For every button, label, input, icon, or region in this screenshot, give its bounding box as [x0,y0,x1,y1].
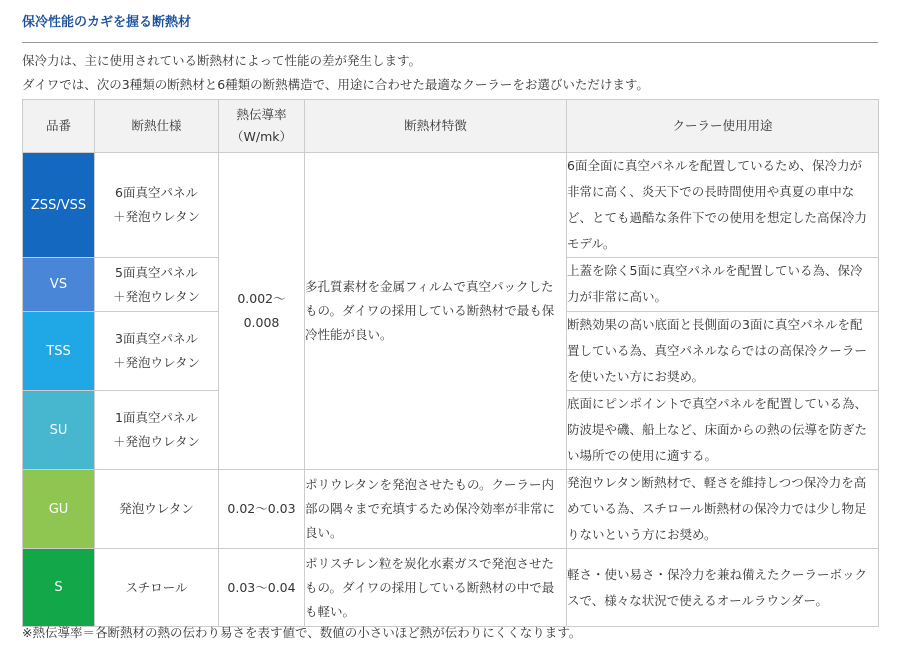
table-header-row [23,100,879,153]
usage-line: 6面全面に真空パネルを配置しているため、保冷力が [567,158,862,173]
usage-line: りないという方にお奨め。 [567,527,717,542]
intro-line-2: ダイワでは、次の3種類の断熱材と6種類の断熱構造で、用途に合わせた最適なクーラーをお選びいただけます。 [22,77,649,92]
product-code-cell: GU [23,470,95,549]
spec-line: 6面真空パネル [115,185,198,200]
feature-cell [305,470,567,549]
title-divider [22,42,878,43]
header-usage: クーラー使用用途 [567,100,879,153]
usage-line: スで、様々な状況で使えるオールラウンダー。 [567,592,829,608]
spec-line: 発泡ウレタン [119,501,194,516]
usage-line: 発泡ウレタン断熱材で、軽さを維持しつつ保冷力を高 [567,475,867,490]
spec-line: スチロール [125,579,188,595]
header-code: 品番 [23,100,95,153]
usage-cell [567,153,879,258]
header-spec: 断熱仕様 [95,100,219,153]
feature-line: ポリスチレン粒を炭化水素ガスで発泡させた [305,555,554,571]
usage-cell [567,391,879,470]
insulation-table [22,99,879,627]
header-conductivity-line1: 熱伝導率 [236,107,287,122]
product-code-cell: S [23,549,95,627]
usage-line: モデル。 [567,236,616,251]
usage-cell [567,312,879,391]
usage-line: 置している為、真空パネルならではの高保冷クーラー [567,343,867,358]
spec-cell [95,549,219,627]
conductivity-line: 0.002～ [237,291,286,306]
feature-cell [305,549,567,627]
header-conductivity-line2: （W/mk） [231,129,292,144]
usage-line: 非常に高く、炎天下での長時間使用や真夏の車中な [567,184,855,199]
feature-line: も軽い。 [305,603,356,619]
spec-cell [95,312,219,391]
usage-line: 力が非常に高い。 [567,289,668,304]
header-feature: 断熱材特徴 [305,100,567,153]
spec-cell [95,258,219,312]
feature-line: 部の隅々まで充填するため保冷効率が非常に [305,501,556,516]
feature-line: 多孔質素材を金属フィルムで真空パックした [305,279,554,294]
spec-line: ＋発泡ウレタン [112,288,200,304]
usage-line: い場所での使用に適する。 [567,448,718,463]
conductivity-cell-vacuum [219,153,305,470]
header-conductivity [219,100,305,153]
feature-line: 良い。 [305,525,343,540]
usage-line: 軽さ・使い易さ・保冷力を兼ね備えたクーラーボック [567,566,868,582]
table-row [23,549,879,627]
usage-cell [567,470,879,549]
intro-line-1: 保冷力は、主に使用されている断熱材によって性能の差が発生します。 [22,53,422,68]
spec-line: ＋発泡ウレタン [112,209,200,224]
usage-line: を使いたい方にお奨め。 [567,369,705,384]
product-code-cell: SU [23,391,95,470]
product-code-cell: VS [23,258,95,312]
feature-line: もの。ダイワの採用している断熱材で最も保 [305,303,555,318]
conductivity-cell: 0.03～0.04 [219,549,305,627]
table-row [23,470,879,549]
feature-line: もの。ダイワの採用している断熱材の中で最 [305,579,555,595]
spec-line: ＋発泡ウレタン [112,434,200,449]
spec-cell [95,153,219,258]
spec-line: ＋発泡ウレタン [112,355,200,370]
spec-cell [95,391,219,470]
usage-cell [567,258,879,312]
spec-line: 3面真空パネル [115,331,198,346]
usage-line: 断熱効果の高い底面と長側面の3面に真空パネルを配 [567,317,863,332]
spec-cell [95,470,219,549]
usage-line: 底面にピンポイントで真空パネルを配置している為、 [567,396,868,411]
footnote: ※熱伝導率＝各断熱材の熱の伝わり易さを表す値で、数値の小さいほど熱が伝わりにくくなります。 [22,625,582,640]
table-row [23,153,879,258]
usage-cell [567,549,879,627]
conductivity-cell: 0.02～0.03 [219,470,305,549]
spec-line: 5面真空パネル [115,264,198,280]
feature-line: ポリウレタンを発泡させたもの。クーラー内 [305,477,555,492]
feature-line: 冷性能が良い。 [305,327,393,342]
conductivity-line: 0.008 [243,315,280,330]
usage-line: 上蓋を除く5面に真空パネルを配置している為、保冷 [567,263,863,278]
usage-line: ど、とても過酷な条件下での使用を想定した高保冷力 [567,210,868,225]
usage-line: めている為、スチロール断熱材の保冷力では少し物足 [567,501,867,516]
product-code-cell: TSS [23,312,95,391]
usage-line: 防波堤や磯、船上など、床面からの熱の伝導を防ぎた [567,422,868,437]
feature-cell-vacuum [305,153,567,470]
section-title: 保冷性能のカギを握る断熱材 [22,15,192,30]
product-code-cell: ZSS/VSS [23,153,95,258]
spec-line: 1面真空パネル [115,410,198,425]
